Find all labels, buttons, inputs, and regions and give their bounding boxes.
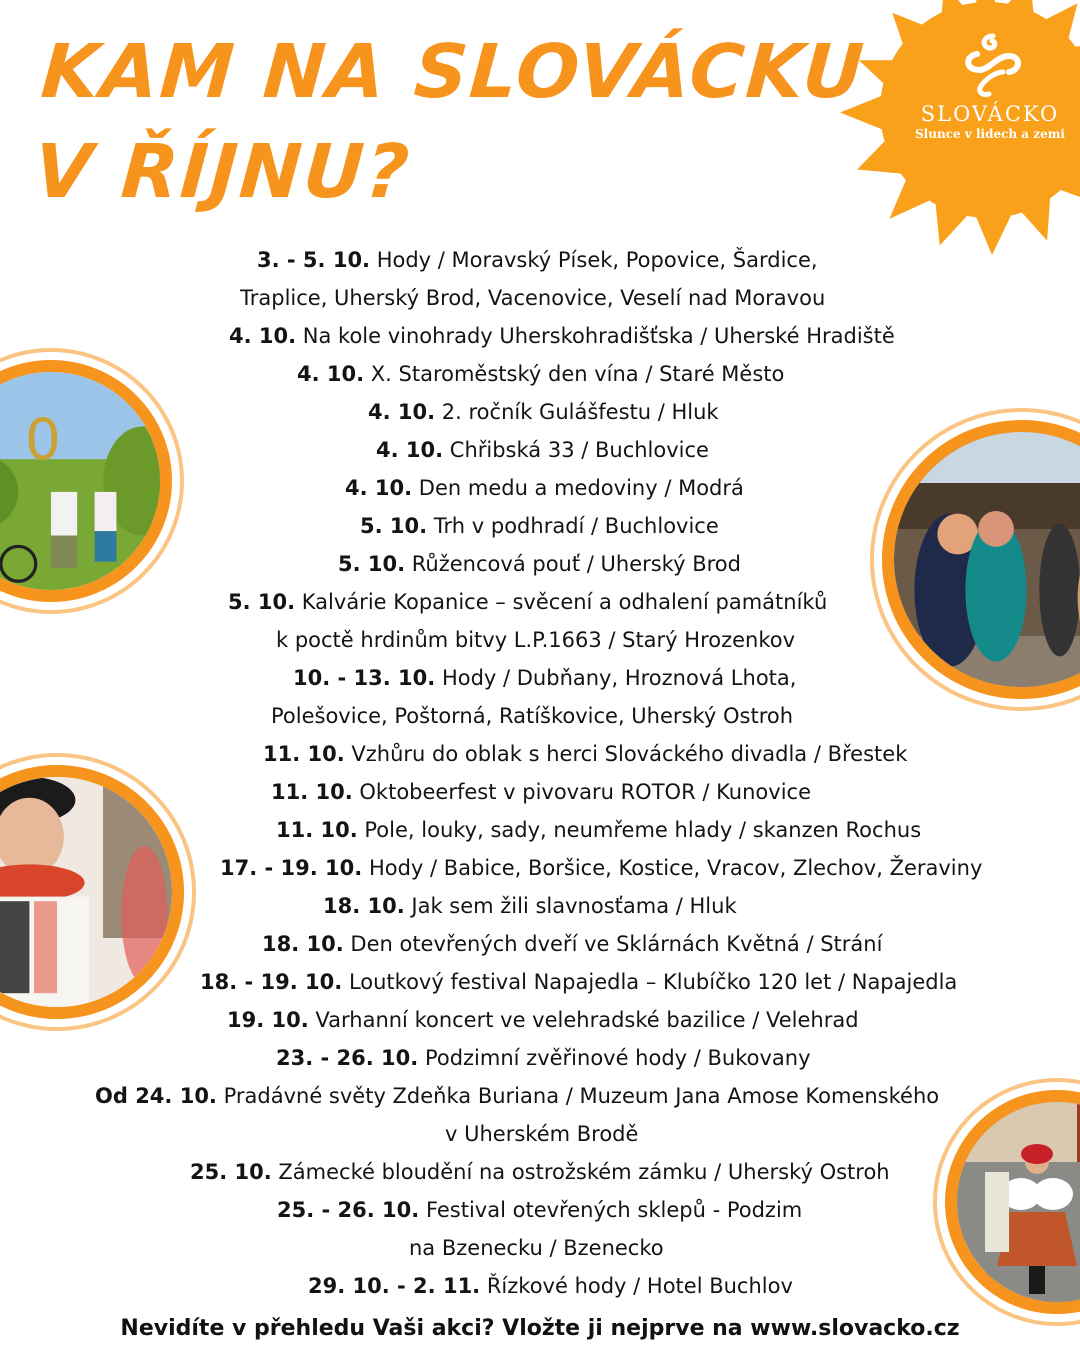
- event-date: 18. 10.: [262, 932, 344, 956]
- footer-cta[interactable]: Nevidíte v přehledu Vaši akci? Vložte ji nejprve na www.slovacko.cz: [120, 1316, 960, 1341]
- event-date: 25. 10.: [190, 1160, 272, 1184]
- event-date: 18. - 19. 10.: [200, 970, 343, 994]
- event-text: Hody / Moravský Písek, Popovice, Šardice,: [370, 248, 818, 272]
- event-line: [0, 811, 1080, 849]
- event-text: Zámecké bloudění na ostrožském zámku / Uherský Ostroh: [271, 1160, 890, 1184]
- event-text: Festival otevřených sklepů - Podzim: [419, 1198, 803, 1222]
- event-line: [0, 1153, 1080, 1191]
- event-text: Oktobeerfest v pivovaru ROTOR / Kunovice: [352, 780, 812, 804]
- event-date: 4. 10.: [229, 324, 297, 348]
- logo-brand: SLOVÁCKO: [920, 102, 1060, 126]
- event-line: [0, 1039, 1080, 1077]
- event-line: [0, 317, 1080, 355]
- event-line: [0, 1115, 1080, 1153]
- event-date: 5. 10.: [228, 590, 296, 614]
- event-line: [0, 583, 1080, 621]
- event-line: [0, 1229, 1080, 1267]
- event-text: na Bzenecku / Bzenecko: [409, 1236, 664, 1260]
- event-line: [0, 773, 1080, 811]
- event-text: X. Staroměstský den vína / Staré Město: [364, 362, 785, 386]
- logo-tagline: Slunce v lidech a zemi: [915, 127, 1065, 141]
- event-date: 4. 10.: [297, 362, 365, 386]
- event-list: [0, 241, 1080, 1305]
- event-text: Jak sem žili slavnosťama / Hluk: [404, 894, 737, 918]
- event-date: 5. 10.: [360, 514, 428, 538]
- event-line: [0, 621, 1080, 659]
- title-line-1: KAM NA SLOVÁCKU: [38, 29, 868, 115]
- svg-text:0: 0: [24, 407, 61, 474]
- event-text: Loutkový festival Napajedla – Klubíčko 120 let / Napajedla: [342, 970, 958, 994]
- event-line: [0, 431, 1080, 469]
- event-line: [0, 849, 1080, 887]
- event-date: 23. - 26. 10.: [276, 1046, 419, 1070]
- event-date: 4. 10.: [376, 438, 444, 462]
- event-date: 11. 10.: [276, 818, 358, 842]
- event-text: Na kole vinohrady Uherskohradišťska / Uherské Hradiště: [296, 324, 895, 348]
- event-line: [0, 545, 1080, 583]
- event-text: Hody / Babice, Boršice, Kostice, Vracov, Zlechov, Žeraviny: [362, 856, 983, 880]
- event-text: Pole, louky, sady, neumřeme hlady / skanzen Rochus: [357, 818, 922, 842]
- event-text: Řízkové hody / Hotel Buchlov: [480, 1274, 793, 1298]
- event-text: Traplice, Uherský Brod, Vacenovice, Veselí nad Moravou: [240, 286, 826, 310]
- slovacko-ornament-icon: [955, 30, 1025, 100]
- event-text: Chřibská 33 / Buchlovice: [443, 438, 709, 462]
- page-title: [31, 22, 868, 222]
- event-date: 10. - 13. 10.: [293, 666, 436, 690]
- event-line: [0, 279, 1080, 317]
- event-line: [0, 1077, 1080, 1115]
- event-line: [0, 1191, 1080, 1229]
- event-text: Den medu a medoviny / Modrá: [412, 476, 744, 500]
- event-text: Varhanní koncert ve velehradské bazilice / Velehrad: [308, 1008, 859, 1032]
- event-line: [0, 469, 1080, 507]
- event-line: [0, 1267, 1080, 1305]
- event-text: Den otevřených dveří ve Sklárnách Květná / Strání: [343, 932, 883, 956]
- event-date: 18. 10.: [323, 894, 405, 918]
- event-text: Podzimní zvěřinové hody / Bukovany: [418, 1046, 811, 1070]
- event-date: 5. 10.: [338, 552, 406, 576]
- event-line: [0, 963, 1080, 1001]
- event-line: [0, 507, 1080, 545]
- event-date: 4. 10.: [345, 476, 413, 500]
- event-line: [0, 735, 1080, 773]
- event-date: Od 24. 10.: [95, 1084, 217, 1108]
- event-text: Trh v podhradí / Buchlovice: [427, 514, 719, 538]
- event-text: Polešovice, Poštorná, Ratíškovice, Uherský Ostroh: [271, 704, 794, 728]
- event-text: Hody / Dubňany, Hroznová Lhota,: [435, 666, 797, 690]
- event-date: 4. 10.: [368, 400, 436, 424]
- event-text: Pradávné světy Zdeňka Buriana / Muzeum Jana Amose Komenského: [216, 1084, 940, 1108]
- slovacko-logo[interactable]: [915, 30, 1065, 141]
- event-line: [0, 393, 1080, 431]
- event-date: 3. - 5. 10.: [257, 248, 371, 272]
- event-text: v Uherském Brodě: [445, 1122, 639, 1146]
- event-line: [0, 659, 1080, 697]
- event-line: [0, 925, 1080, 963]
- event-line: [0, 241, 1080, 279]
- event-date: 11. 10.: [271, 780, 353, 804]
- event-line: [0, 887, 1080, 925]
- event-text: Růžencová pouť / Uherský Brod: [405, 552, 741, 576]
- title-line-2: V ŘÍJNU?: [31, 129, 414, 215]
- event-text: Kalvárie Kopanice – svěcení a odhalení památníků: [295, 590, 828, 614]
- event-date: 17. - 19. 10.: [220, 856, 363, 880]
- event-line: [0, 1001, 1080, 1039]
- event-text: Vzhůru do oblak s herci Slováckého divadla / Břestek: [344, 742, 908, 766]
- event-text: 2. ročník Gulášfestu / Hluk: [435, 400, 719, 424]
- event-date: 11. 10.: [263, 742, 345, 766]
- event-line: [0, 355, 1080, 393]
- event-date: 29. 10. - 2. 11.: [308, 1274, 481, 1298]
- event-line: [0, 697, 1080, 735]
- event-date: 19. 10.: [227, 1008, 309, 1032]
- event-date: 25. - 26. 10.: [277, 1198, 420, 1222]
- event-text: k poctě hrdinům bitvy L.P.1663 / Starý Hrozenkov: [276, 628, 796, 652]
